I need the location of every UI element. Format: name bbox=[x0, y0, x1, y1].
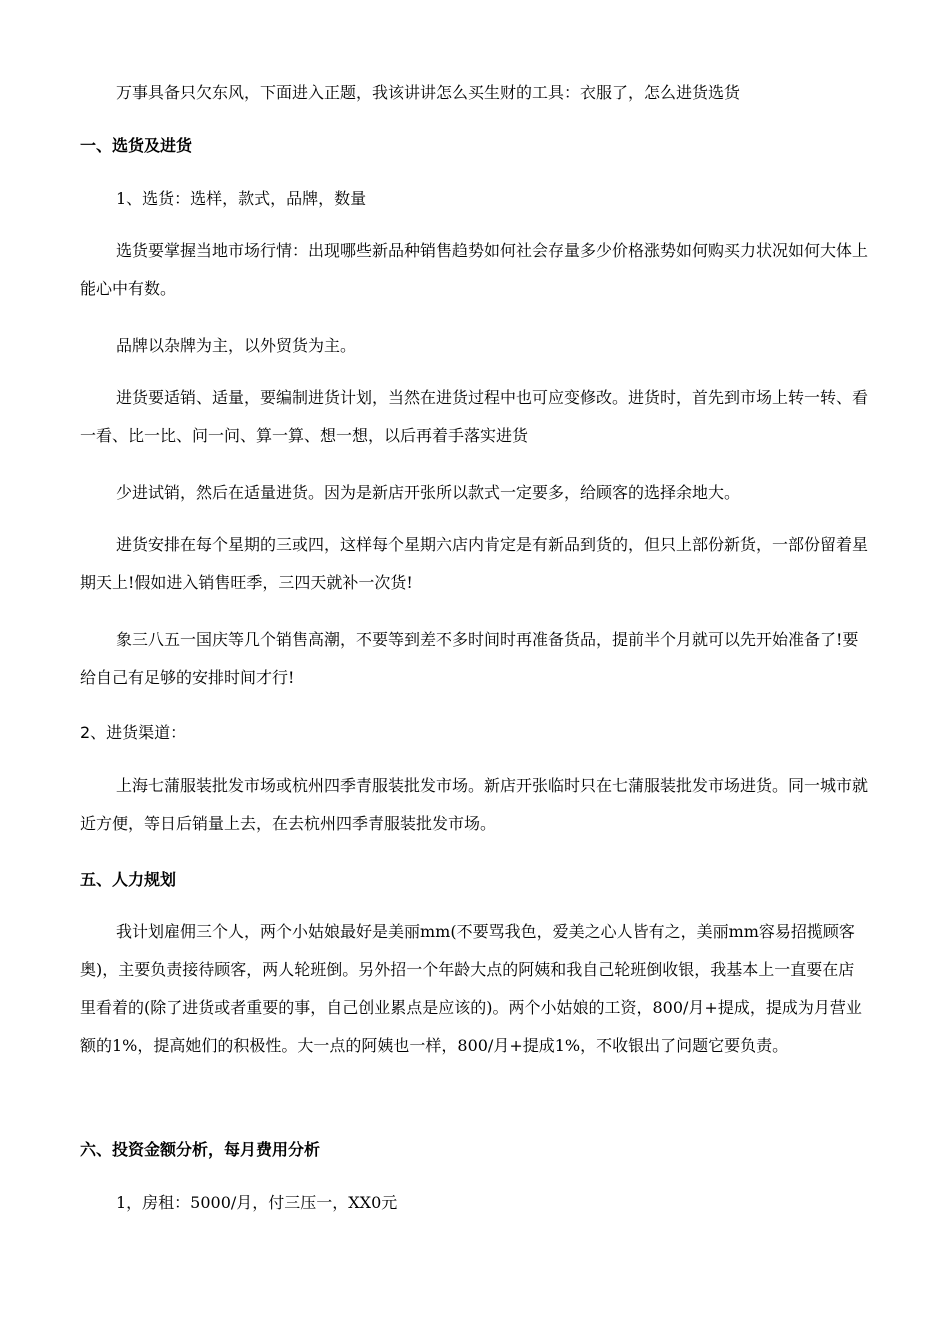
paragraph-trial-sale: 少进试销，然后在适量进货。因为是新店开张所以款式一定要多，给顾客的选择余地大。 bbox=[116, 483, 741, 502]
subheading-selection: 1、选货：选样，款式，品牌，数量 bbox=[116, 189, 367, 208]
paragraph-market: 选货要掌握当地市场行情：出现哪些新品种销售趋势如何社会存量多少价格涨势如何购买力状况如何大体上能心中有数。 bbox=[80, 241, 869, 298]
section-heading-selection: 一、选货及进货 bbox=[80, 136, 193, 155]
paragraph-staffing: 我计划雇佣三个人，两个小姑娘最好是美丽mm(不要骂我色，爱美之心人皆有之，美丽mm容易招揽顾客奥)，主要负责接待顾客，两人轮班倒。另外招一个年龄大点的阿姨和我自己轮班倒收银，我基本上一直要在店里看着的(除了进货或者重要的事，自己创业累点是应该的)。两个小姑娘的工资，800/月+提成，提成为月营业额的1%，提高她们的积极性。大一点的阿姨也一样，800/月+提成1%，不收银出了问题它要负责。 bbox=[80, 922, 862, 1055]
subheading-channels: 2、进货渠道： bbox=[80, 723, 187, 742]
intro-paragraph: 万事具备只欠东风，下面进入正题，我该讲讲怎么买生财的工具：衣服了，怎么进货选货 bbox=[116, 83, 741, 102]
section-heading-investment: 六、投资金额分析，每月费用分析 bbox=[80, 1140, 321, 1159]
paragraph-brand: 品牌以杂牌为主，以外贸货为主。 bbox=[116, 336, 357, 355]
paragraph-rent: 1，房租：5000/月，付三压一，XX0元 bbox=[116, 1193, 398, 1212]
paragraph-schedule: 进货安排在每个星期的三或四，这样每个星期六店内肯定是有新品到货的，但只上部份新货，一部份留着星期天上!假如进入销售旺季，三四天就补一次货! bbox=[80, 535, 869, 592]
section-heading-staffing: 五、人力规划 bbox=[80, 870, 177, 889]
paragraph-channels: 上海七蒲服装批发市场或杭州四季青服装批发市场。新店开张临时只在七蒲服装批发市场进货。同一城市就近方便，等日后销量上去，在去杭州四季青服装批发市场。 bbox=[80, 776, 869, 833]
paragraph-purchase-plan: 进货要适销、适量，要编制进货计划，当然在进货过程中也可应变修改。进货时，首先到市场上转一转、看一看、比一比、问一问、算一算、想一想，以后再着手落实进货 bbox=[80, 388, 869, 445]
paragraph-holidays: 象三八五一国庆等几个销售高潮，不要等到差不多时间时再准备货品，提前半个月就可以先开始准备了!要给自己有足够的安排时间才行! bbox=[80, 630, 859, 687]
